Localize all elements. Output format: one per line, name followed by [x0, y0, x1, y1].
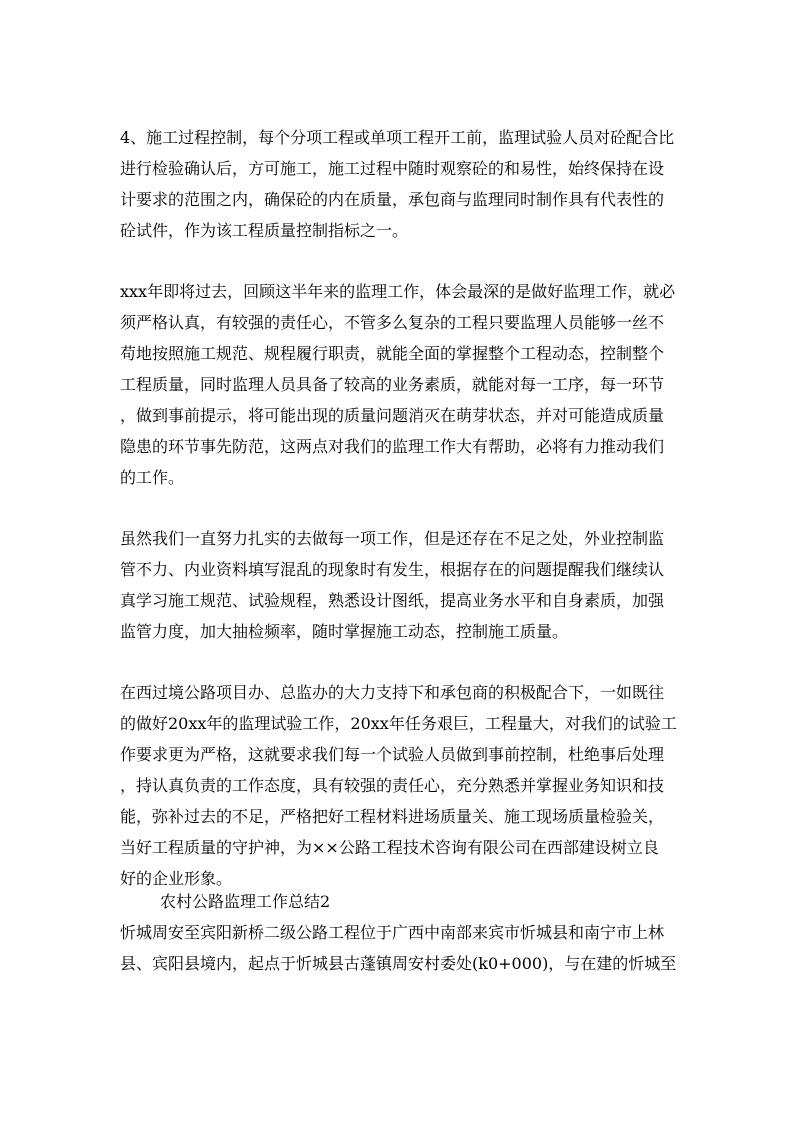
paragraph-review: [120, 276, 680, 493]
text-line: 好的企业形象。: [120, 869, 233, 888]
text-line: 计要求的范围之内，确保砼的内在质量，承包商与监理同时制作具有代表性的: [120, 190, 665, 209]
text-line: ，做到事前提示，将可能出现的质量问题消灭在萌芽状态，并对可能造成质量: [120, 406, 665, 425]
paragraph-spacer: [120, 647, 680, 677]
text-line: xxx年即将过去，回顾这半年来的监理工作，体会最深的是做好监理工作，就必: [120, 282, 676, 301]
text-line: 虽然我们一直努力扎实的去做每一项工作，但是还存在不足之处，外业控制监: [120, 529, 665, 548]
paragraph-process-control: [120, 122, 680, 246]
text-line: 在西过境公路项目办、总监办的大力支持下和承包商的积极配合下，一如既往: [120, 683, 665, 702]
text-line: 进行检验确认后，方可施工，施工过程中随时观察砼的和易性，始终保持在设: [120, 159, 665, 178]
text-line: 管不力、内业资料填写混乱的现象时有发生，根据存在的问题提醒我们继续认: [120, 560, 665, 579]
text-line: 县、宾阳县境内，起点于忻城县古蓬镇周安村委处(k0+000)，与在建的忻城至: [120, 954, 677, 973]
text-line: 的工作。: [120, 468, 185, 487]
text-line: 苟地按照施工规范、规程履行职责，就能全面的掌握整个工程动态，控制整个: [120, 344, 665, 363]
section-heading-wrapper: [120, 886, 680, 917]
paragraph-spacer: [120, 493, 680, 523]
text-line: 工程质量，同时监理人员具备了较高的业务素质，就能对每一工序，每一环节: [120, 375, 665, 394]
text-line: 须严格认真，有较强的责任心，不管多么复杂的工程只要监理人员能够一丝不: [120, 313, 665, 332]
text-line: 忻城周安至宾阳新桥二级公路工程位于广西中南部来宾市忻城县和南宁市上林: [120, 923, 665, 942]
text-line: 作要求更为严格，这就要求我们每一个试验人员做到事前控制，杜绝事后处理: [120, 745, 665, 764]
paragraph-shortcomings: [120, 523, 680, 647]
text-line: 能，弥补过去的不足，严格把好工程材料进场质量关、施工现场质量检验关，: [120, 807, 665, 826]
text-line: ，持认真负责的工作态度，具有较强的责任心，充分熟悉并掌握业务知识和技: [120, 776, 665, 795]
text-line: 砼试件，作为该工程质量控制指标之一。: [120, 221, 409, 240]
paragraph-spacer: [120, 246, 680, 276]
paragraph-project-intro: [120, 917, 680, 979]
text-line: 的做好20xx年的监理试验工作，20xx年任务艰巨，工程量大，对我们的试验工: [120, 714, 677, 733]
section-heading: 农村公路监理工作总结2: [160, 892, 331, 911]
text-line: 隐患的环节事先防范，这两点对我们的监理工作大有帮助，必将有力推动我们: [120, 437, 665, 456]
text-line: 监管力度，加大抽检频率，随时掌握施工动态，控制施工质量。: [120, 622, 569, 641]
text-line: 真学习施工规范、试验规程，熟悉设计图纸，提高业务水平和自身素质，加强: [120, 591, 665, 610]
paragraph-outlook: [120, 677, 680, 894]
text-line: 当好工程质量的守护神，为××公路工程技术咨询有限公司在西部建设树立良: [120, 838, 659, 857]
document-body: [120, 122, 680, 979]
text-line: 4、施工过程控制，每个分项工程或单项工程开工前，监理试验人员对砼配合比: [120, 128, 675, 147]
